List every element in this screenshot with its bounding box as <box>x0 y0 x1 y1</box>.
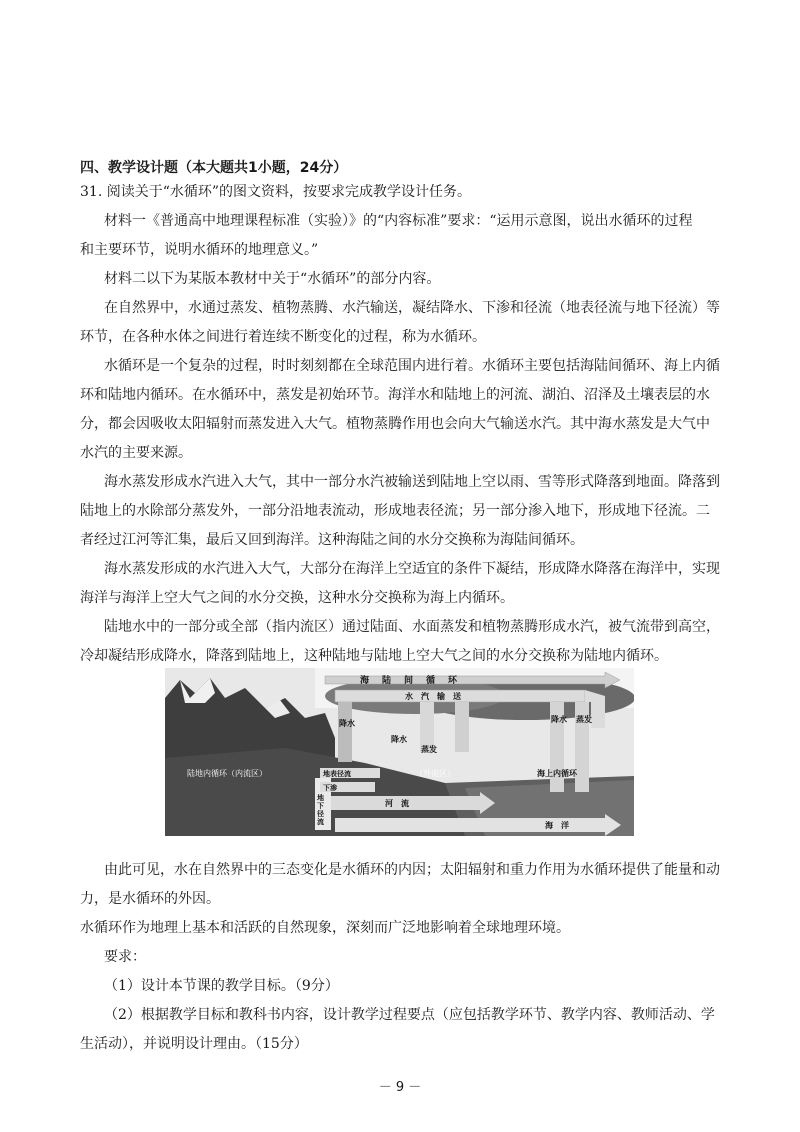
paragraph-line: 水汽的主要来源。 <box>80 445 192 461</box>
question-block <box>80 178 728 671</box>
river-label: 河 流 <box>385 799 409 808</box>
requirement-item-1: （1）设计本节课的教学目标。（9分） <box>104 978 339 994</box>
outflow-area-label: （外流区） <box>415 769 455 778</box>
water-cycle-illustration <box>165 668 634 836</box>
paragraph-line: 海水蒸发形成的水汽进入大气，大部分在海洋上空适宜的条件下凝结，形成降水降落在海洋中，实现 <box>104 561 720 577</box>
conclusion-block <box>80 856 728 1059</box>
requirement-item-2-line2: 生活动），并说明设计理由。（15分） <box>80 1036 308 1052</box>
evaporation-mid-label: 蒸发 <box>421 745 437 754</box>
paragraph-line: 在自然界中，水通过蒸发、植物蒸腾、水汽输送，凝结降水、下渗和径流（地表径流与地下径流）等 <box>104 300 720 316</box>
paragraph-line: 分，都会因吸收太阳辐射而蒸发进入大气。植物蒸腾作用也会向大气输送水汽。其中海水蒸发是大气中 <box>80 416 710 432</box>
material2-intro: 材料二以下为某版本教材中关于“水循环”的部分内容。 <box>104 271 441 287</box>
paragraph-line: 陆地水中的一部分或全部（指内流区）通过陆面、水面蒸发和植物蒸腾形成水汽，被气流带到高空， <box>104 619 720 635</box>
surface-runoff-label: 地表径流 <box>323 770 351 778</box>
paragraph-line: 环节，在各种水体之间进行着连续不断变化的过程，称为水循环。 <box>80 329 486 345</box>
precipitation-right-label: 降水 <box>551 715 567 724</box>
paragraph-line: 陆地上的水除部分蒸发外，一部分沿地表流动，形成地表径流；另一部分渗入地下，形成地下径流。二 <box>80 503 710 519</box>
infiltration-label: 下渗 <box>323 784 337 792</box>
paragraph-line: 海洋与海洋上空大气之间的水分交换，这种水分交换称为海上内循环。 <box>80 590 514 606</box>
material1-line2: 和主要环节，说明水循环的地理意义。” <box>80 242 319 258</box>
requirement-item-2-line1: （2）根据教学目标和教科书内容，设计教学过程要点（应包括教学环节、教学内容、教师活动、学 <box>104 1007 715 1023</box>
precipitation-mid-label: 降水 <box>391 735 407 744</box>
sea-land-cycle-label: 海 陆 间 循 环 <box>360 676 460 686</box>
material1-line1: 材料一《普通高中地理课程标准（实验）》的“内容标准”要求：“运用示意图，说出水循环的过程 <box>104 213 693 229</box>
page-number: － 9 － <box>378 1080 422 1095</box>
vapor-transport-label: 水 汽 输 送 <box>405 692 461 701</box>
conclusion-line: 水循环作为地理上基本和活跃的自然现象，深刻而广泛地影响着全球地理环境。 <box>80 920 570 936</box>
groundwater-label: 地下径流 <box>317 794 324 826</box>
requirements-title: 要求： <box>104 949 146 965</box>
precipitation-left-label: 降水 <box>339 719 355 728</box>
paragraph-line: 冷却凝结形成降水，降落到陆地上，这种陆地与陆地上空大气之间的水分交换称为陆地内循环。 <box>80 648 668 664</box>
question-intro: 31. 阅读关于“水循环”的图文资料，按要求完成教学设计任务。 <box>80 184 472 200</box>
land-inner-cycle-label: 陆地内循环（内流区） <box>187 769 267 778</box>
water-cycle-diagram <box>165 668 634 836</box>
evaporation-right-label: 蒸发 <box>576 715 592 724</box>
paragraph-line: 环和陆地内循环。在水循环中，蒸发是初始环节。海洋水和陆地上的河流、湖泊、沼泽及土壤表层的水 <box>80 387 710 403</box>
section-heading: 四、教学设计题（本大题共1小题，24分） <box>80 160 348 176</box>
ocean-inner-cycle-label: 海上内循环 <box>537 769 577 778</box>
paragraph-line: 海水蒸发形成水汽进入大气，其中一部分水汽被输送到陆地上空以雨、雪等形式降落到地面。降落到 <box>104 474 720 490</box>
conclusion-line: 力，是水循环的外因。 <box>80 891 220 907</box>
paragraph-line: 者经过江河等汇集，最后又回到海洋。这种海陆之间的水分交换称为海陆间循环。 <box>80 532 584 548</box>
ocean-label: 海 洋 <box>545 821 569 830</box>
conclusion-line: 由此可见，水在自然界中的三态变化是水循环的内因；太阳辐射和重力作用为水循环提供了能量和动 <box>104 862 720 878</box>
paragraph-line: 水循环是一个复杂的过程，时时刻刻都在全球范围内进行着。水循环主要包括海陆间循环、海上内循 <box>104 358 720 374</box>
